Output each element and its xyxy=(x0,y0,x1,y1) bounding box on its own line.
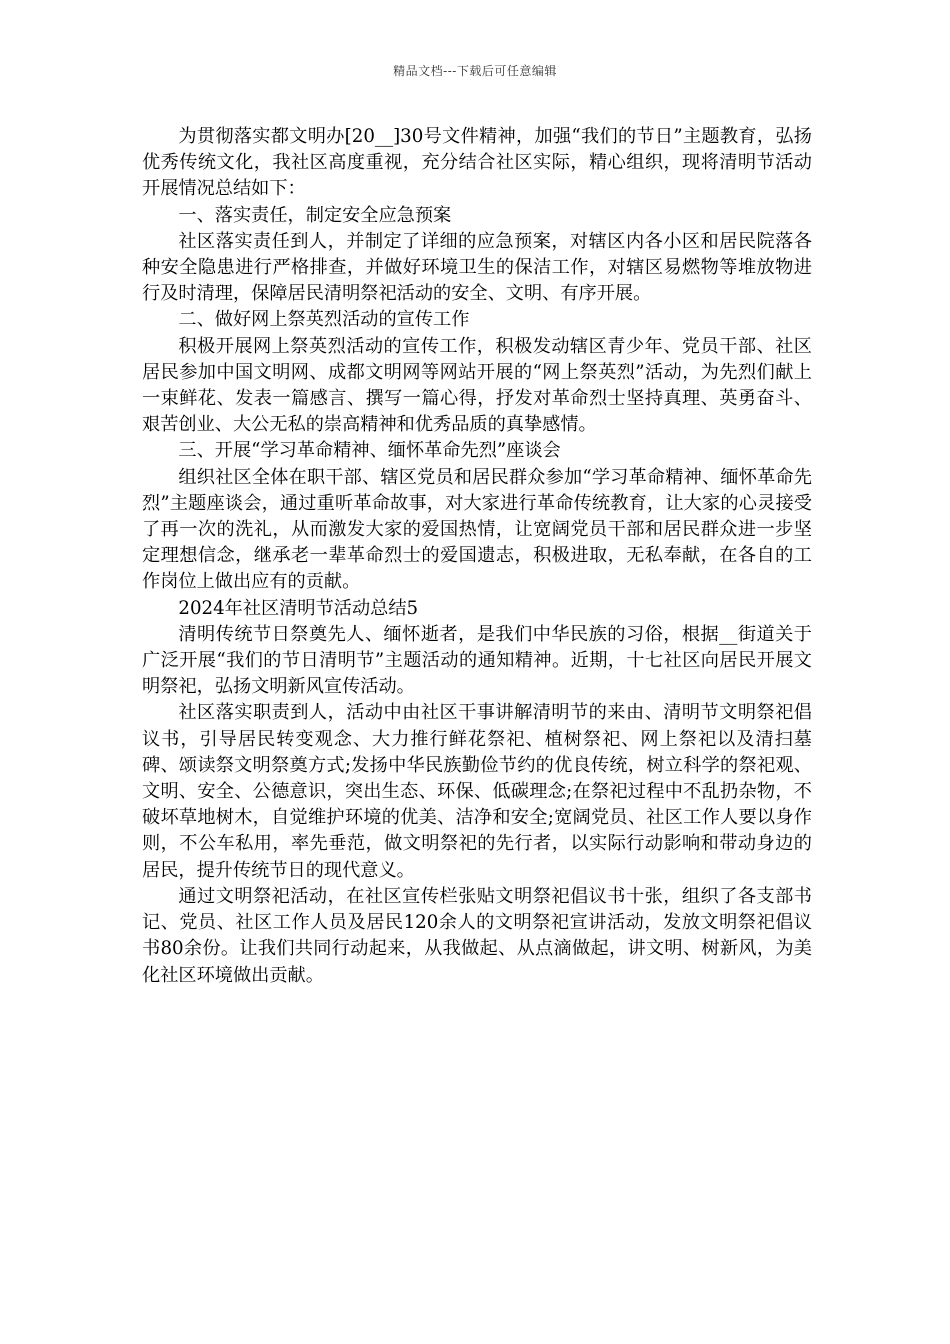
intro-paragraph: 为贯彻落实都文明办[20__]30号文件精神，加强“我们的节日”主题教育，弘扬优秀传统文化，我社区高度重视，充分结合社区实际，精心组织，现将清明节活动开展情况总结如下： xyxy=(142,126,812,200)
summary-paragraph-2: 社区落实职责到人，活动中由社区干事讲解清明节的来由、清明节文明祭祀倡议书，引导居民转变观念、大力推行鲜花祭祀、植树祭祀、网上祭祀以及清扫墓碑、颂读祭文明祭奠方式;发扬中华民族勤俭节约的优良传统，树立科学的祭祀观、文明、安全、公德意识，突出生态、环保、低碳理念;在祭祀过程中不乱扔杂物，不破坏草地树木，自觉维护环境的优美、洁净和安全;宽阔党员、社区工作人要以身作则，不公车私用，率先垂范，做文明祭祀的先行者，以实际行动影响和带动身边的居民，提升传统节日的现代意义。 xyxy=(142,702,812,881)
summary-paragraph-3: 通过文明祭祀活动，在社区宣传栏张贴文明祭祀倡议书十张，组织了各支部书记、党员、社区工作人员及居民120余人的文明祭祀宣讲活动，发放文明祭祀倡议书80余份。让我们共同行动起来，从我做起、从点滴做起，讲文明、树新风，为美化社区环境做出贡献。 xyxy=(142,885,812,986)
section-paragraph-2: 积极开展网上祭英烈活动的宣传工作，积极发动辖区青少年、党员干部、社区居民参加中国文明网、成都文明网等网站开展的“网上祭英烈”活动，为先烈们献上一束鲜花、发表一篇感言、撰写一篇心得，抒发对革命烈士坚持真理、英勇奋斗、艰苦创业、大公无私的崇高精神和优秀品质的真挚感情。 xyxy=(142,335,812,436)
section-heading-2: 二、做好网上祭英烈活动的宣传工作 xyxy=(178,309,470,331)
header-note: 精品文档---下载后可任意编辑 xyxy=(393,64,557,78)
section-paragraph-3: 组织社区全体在职干部、辖区党员和居民群众参加“学习革命精神、缅怀革命先烈”主题座谈会，通过重听革命故事，对大家进行革命传统教育，让大家的心灵接受了再一次的洗礼，从而激发大家的爱国热情，让宽阔党员干部和居民群众进一步坚定理想信念，继承老一辈革命烈士的爱国遗志，积极进取，无私奉献，在各自的工作岗位上做出应有的贡献。 xyxy=(142,466,812,593)
summary-title: 2024年社区清明节活动总结5 xyxy=(178,597,419,619)
section-heading-1: 一、落实责任，制定安全应急预案 xyxy=(178,204,452,226)
section-paragraph-1: 社区落实责任到人，并制定了详细的应急预案，对辖区内各小区和居民院落各种安全隐患进行严格排查，并做好环境卫生的保洁工作，对辖区易燃物等堆放物进行及时清理，保障居民清明祭祀活动的安全、文明、有序开展。 xyxy=(142,230,812,305)
section-heading-3: 三、开展“学习革命精神、缅怀革命先烈”座谈会 xyxy=(178,440,561,462)
document-body xyxy=(142,124,812,989)
summary-paragraph-1: 清明传统节日祭奠先人、缅怀逝者，是我们中华民族的习俗，根据__街道关于广泛开展“我们的节日清明节”主题活动的通知精神。近期，十七社区向居民开展文明祭祀，弘扬文明新风宣传活动。 xyxy=(142,623,812,698)
